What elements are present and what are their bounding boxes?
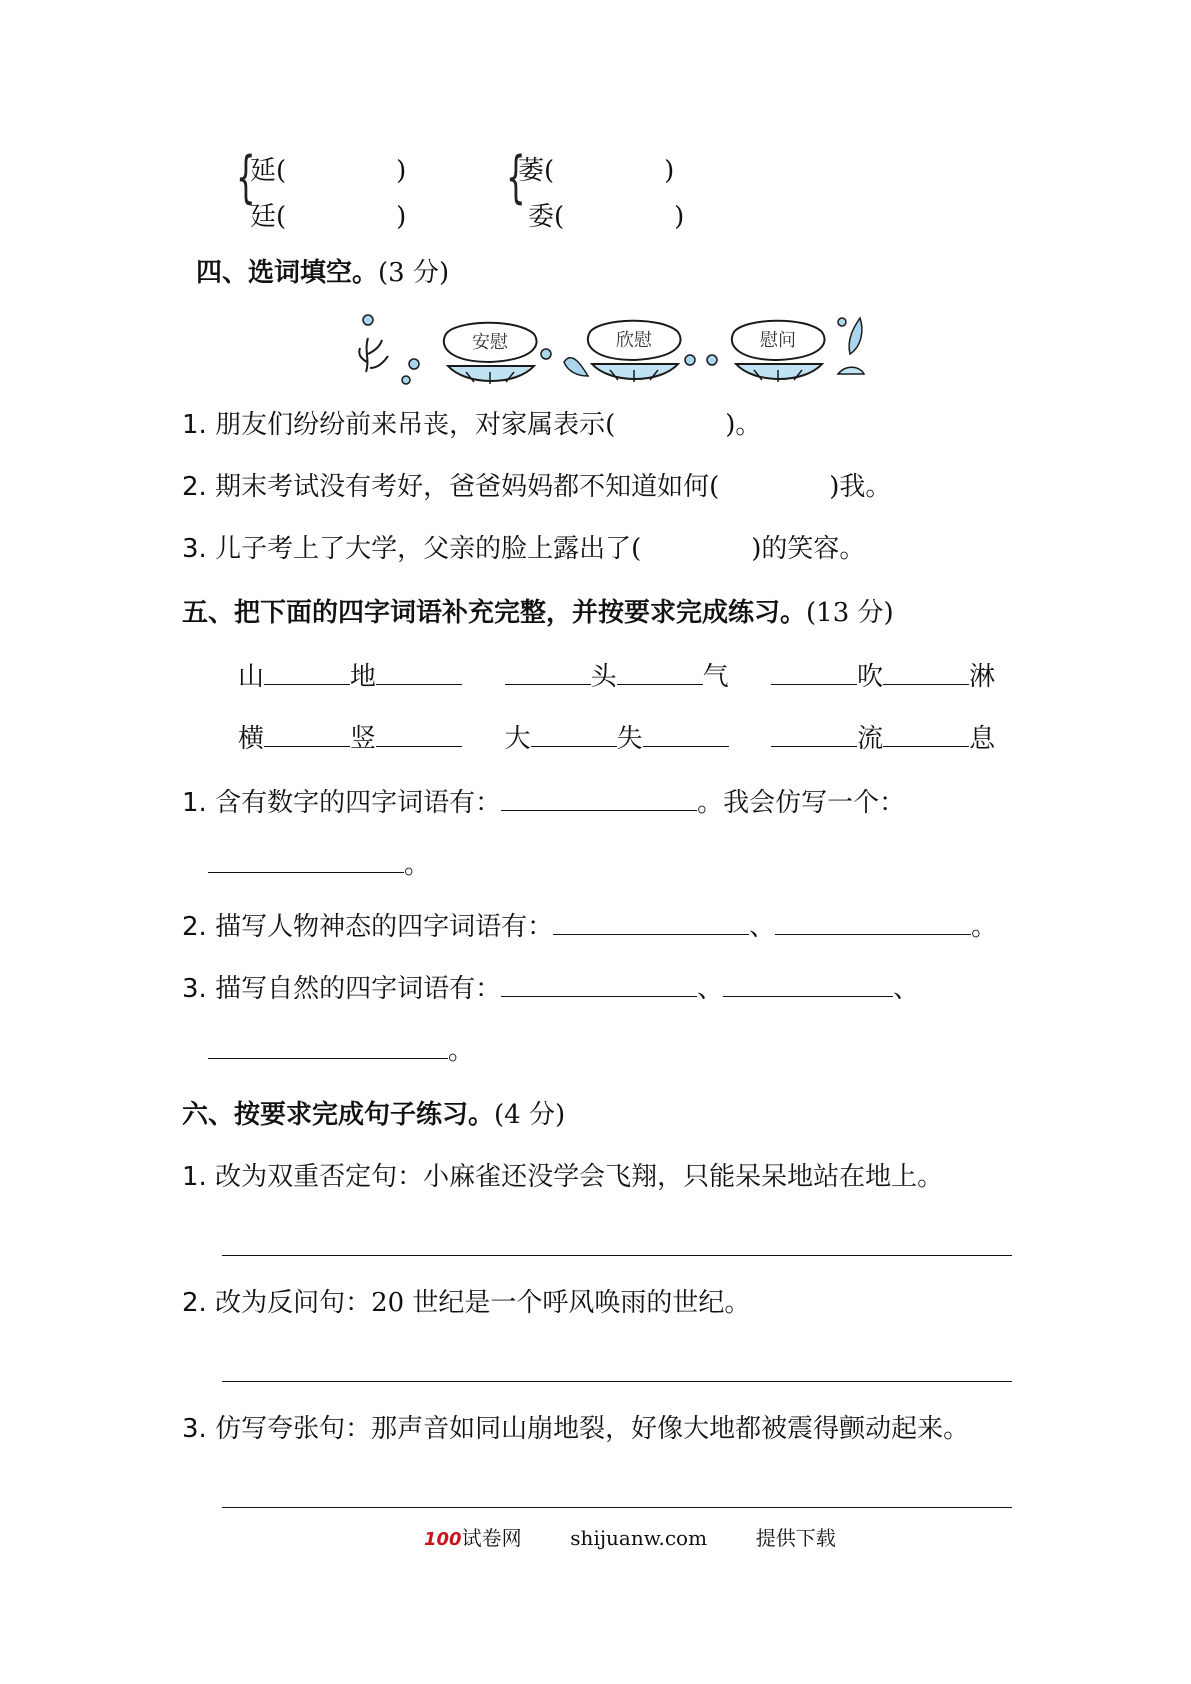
answer-line[interactable] bbox=[222, 1381, 1012, 1382]
section4-item-2 bbox=[182, 472, 891, 503]
char: 延 bbox=[250, 156, 277, 186]
idiom-blank[interactable] bbox=[376, 722, 462, 747]
paren-close: ) bbox=[396, 156, 407, 186]
item-text: 朋友们纷纷前来吊丧，对家属表示( bbox=[215, 410, 616, 440]
word-shells-illustration bbox=[356, 310, 876, 390]
item-number: 2. bbox=[182, 472, 207, 502]
idiom-row-2 bbox=[238, 722, 995, 755]
idiom-char: 山 bbox=[238, 662, 265, 692]
item-number: 3. bbox=[182, 534, 207, 564]
bubble-icon bbox=[541, 349, 551, 359]
separator: 、 bbox=[893, 974, 920, 1004]
section6-heading bbox=[182, 1100, 565, 1131]
char-pair-1-bottom bbox=[250, 202, 406, 233]
item-number: 2. bbox=[182, 1288, 207, 1318]
item-text: 仿写夸张句：那声音如同山崩地裂，好像大地都被震得颤动起来。 bbox=[215, 1414, 970, 1444]
section5-q2 bbox=[182, 910, 997, 943]
answer-line[interactable] bbox=[222, 1507, 1012, 1508]
idiom-char: 失 bbox=[616, 724, 643, 754]
word-option-2: 欣慰 bbox=[616, 330, 652, 351]
bubble-icon bbox=[409, 359, 419, 369]
idiom-char: 头 bbox=[590, 662, 617, 692]
footer-note: 提供下载 bbox=[755, 1526, 836, 1550]
item-number: 1. bbox=[182, 788, 207, 818]
answer-blank[interactable] bbox=[723, 972, 893, 997]
bubble-icon bbox=[402, 376, 410, 384]
q-text: 。我会仿写一个： bbox=[697, 788, 906, 818]
heading-text: 四、选词填空。 bbox=[196, 258, 379, 288]
char: 委 bbox=[528, 202, 555, 232]
bubble-icon bbox=[685, 355, 695, 365]
small-shell-icon bbox=[838, 367, 864, 374]
item-text-end: )的笑容。 bbox=[751, 534, 866, 564]
section6-item-2 bbox=[182, 1288, 750, 1319]
idiom-blank[interactable] bbox=[883, 722, 969, 747]
section5-heading bbox=[182, 598, 894, 629]
bubble-icon bbox=[707, 355, 717, 365]
idiom-char: 气 bbox=[702, 662, 729, 692]
idiom-char: 流 bbox=[857, 724, 884, 754]
section5-q3-cont bbox=[208, 1034, 474, 1067]
idiom-char: 息 bbox=[969, 724, 996, 754]
char-pair-2-bottom bbox=[528, 202, 684, 233]
leaf-icon bbox=[564, 358, 588, 376]
item-number: 3. bbox=[182, 1414, 207, 1444]
heading-text: 六、按要求完成句子练习。 bbox=[182, 1100, 495, 1130]
section6-item-1 bbox=[182, 1162, 943, 1193]
item-number: 2. bbox=[182, 912, 207, 942]
idiom-blank[interactable] bbox=[505, 660, 591, 685]
leaf-icon bbox=[849, 318, 862, 354]
separator: 、 bbox=[697, 974, 724, 1004]
brace-group-2: { bbox=[506, 145, 526, 210]
item-number: 1. bbox=[182, 410, 207, 440]
q-text-end: 。 bbox=[448, 1036, 475, 1066]
bubble-icon bbox=[838, 318, 846, 326]
points: (3 分) bbox=[378, 258, 450, 288]
answer-blank[interactable] bbox=[208, 848, 404, 873]
site-url[interactable]: shijuanw.com bbox=[570, 1526, 708, 1550]
paren-open: ( bbox=[544, 156, 555, 186]
idiom-char: 大 bbox=[504, 724, 531, 754]
item-text: 改为反问句：20 世纪是一个呼风唤雨的世纪。 bbox=[215, 1288, 751, 1318]
answer-blank[interactable] bbox=[501, 786, 697, 811]
paren-close: ) bbox=[396, 202, 407, 232]
idiom-char: 横 bbox=[238, 724, 265, 754]
char: 萎 bbox=[518, 156, 545, 186]
q-text: 描写人物神态的四字词语有： bbox=[215, 912, 554, 942]
section5-q1 bbox=[182, 786, 905, 819]
word-option-3: 慰问 bbox=[760, 330, 796, 351]
q-text-end: 。 bbox=[971, 912, 998, 942]
item-text-end: )我。 bbox=[829, 472, 892, 502]
section6-item-3 bbox=[182, 1414, 969, 1445]
item-number: 3. bbox=[182, 974, 207, 1004]
brace-group-1: { bbox=[236, 145, 256, 210]
section4-heading bbox=[196, 258, 449, 289]
idiom-char: 竖 bbox=[350, 724, 377, 754]
section5-q1-cont bbox=[208, 848, 430, 881]
q-text-end: 。 bbox=[404, 850, 431, 880]
bubble-icon bbox=[363, 315, 373, 325]
item-text: 儿子考上了大学，父亲的脸上露出了( bbox=[215, 534, 642, 564]
idiom-char: 淋 bbox=[969, 662, 996, 692]
paren-close: ) bbox=[674, 202, 685, 232]
idiom-blank[interactable] bbox=[771, 660, 857, 685]
site-logo: 100 bbox=[424, 1529, 462, 1550]
answer-blank[interactable] bbox=[553, 910, 749, 935]
answer-blank[interactable] bbox=[501, 972, 697, 997]
idiom-blank[interactable] bbox=[264, 722, 350, 747]
idiom-blank[interactable] bbox=[531, 722, 617, 747]
idiom-char: 地 bbox=[350, 662, 377, 692]
char-pair-1-top bbox=[250, 156, 406, 187]
logo-text: 试卷网 bbox=[461, 1526, 522, 1550]
idiom-blank[interactable] bbox=[264, 660, 350, 685]
section5-q3 bbox=[182, 972, 919, 1005]
idiom-blank[interactable] bbox=[883, 660, 969, 685]
seaweed-icon bbox=[359, 338, 388, 372]
char: 廷 bbox=[250, 202, 277, 232]
heading-text: 五、把下面的四字词语补充完整，并按要求完成练习。 bbox=[182, 598, 807, 628]
q-text: 描写自然的四字词语有： bbox=[215, 974, 502, 1004]
points: (4 分) bbox=[494, 1100, 566, 1130]
answer-blank[interactable] bbox=[775, 910, 971, 935]
answer-blank[interactable] bbox=[208, 1034, 448, 1059]
idiom-blank[interactable] bbox=[376, 660, 462, 685]
item-text: 期末考试没有考好，爸爸妈妈都不知道如何( bbox=[215, 472, 720, 502]
points: (13 分) bbox=[806, 598, 894, 628]
item-text: 改为双重否定句：小麻雀还没学会飞翔，只能呆呆地站在地上。 bbox=[215, 1162, 944, 1192]
idiom-char: 吹 bbox=[857, 662, 884, 692]
idiom-row-1 bbox=[238, 660, 995, 693]
idiom-blank[interactable] bbox=[617, 660, 703, 685]
paren-open: ( bbox=[554, 202, 565, 232]
idiom-blank[interactable] bbox=[643, 722, 729, 747]
answer-line[interactable] bbox=[222, 1255, 1012, 1256]
q-text: 含有数字的四字词语有： bbox=[215, 788, 502, 818]
footer bbox=[424, 1526, 836, 1551]
separator: 、 bbox=[749, 912, 776, 942]
section4-item-1 bbox=[182, 410, 761, 441]
section4-item-3 bbox=[182, 534, 865, 565]
item-text-end: )。 bbox=[725, 410, 762, 440]
word-option-1: 安慰 bbox=[472, 332, 508, 353]
item-number: 1. bbox=[182, 1162, 207, 1192]
paren-open: ( bbox=[276, 156, 287, 186]
char-pair-2-top bbox=[518, 156, 674, 187]
idiom-blank[interactable] bbox=[771, 722, 857, 747]
paren-open: ( bbox=[276, 202, 287, 232]
paren-close: ) bbox=[664, 156, 675, 186]
